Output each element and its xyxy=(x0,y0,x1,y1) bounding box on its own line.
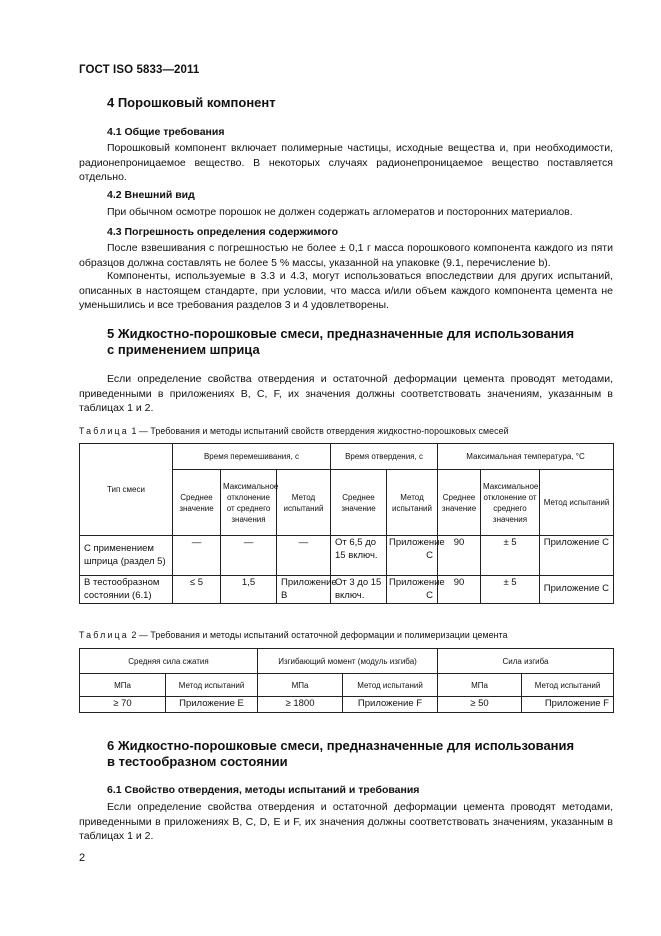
table-1-cell: От 3 до 15 включ. xyxy=(331,576,387,604)
table-2-caption-word: Таблица xyxy=(79,630,129,640)
table-1-cell: ± 5 xyxy=(481,536,540,576)
subsection-6-1-text: Если определение свойства отвердения и остаточной деформации цемента проводят методами, приведенными в приложениях B, C, D, E и F, их значения должны соответствовать значениям, указанным в таблицах 1 и 2. xyxy=(79,801,613,843)
document-header: ГОСТ ISO 5833—2011 xyxy=(79,64,200,76)
table-2-subheader-method: Метод испытаний xyxy=(343,674,438,697)
subsection-4-2-title: 4.2 Внешний вид xyxy=(107,189,195,201)
section-6-title-line-1: 6 Жидкостно-порошковые смеси, предназначенные для использования xyxy=(107,738,575,753)
table-1-cell: Приложение C xyxy=(540,576,614,604)
table-1-cell: ≤ 5 xyxy=(173,576,221,604)
table-1-caption-word: Таблица xyxy=(79,426,129,436)
subsection-4-1-title: 4.1 Общие требования xyxy=(107,126,225,138)
table-2-caption xyxy=(79,630,508,640)
table-1-cell: От 6,5 до 15 включ. xyxy=(331,536,387,576)
table-1-cell: — xyxy=(277,536,331,576)
page-number: 2 xyxy=(79,852,86,864)
table-1-subheader-method: Метод испытаний xyxy=(277,470,331,536)
table-1-cell: 90 xyxy=(438,536,481,576)
table-2-subheader-method: Метод испытаний xyxy=(166,674,258,697)
table-row xyxy=(80,536,614,576)
table-2-cell: Приложение E xyxy=(166,697,258,713)
table-2-cell: ≥ 1800 xyxy=(258,697,343,713)
section-5-text: Если определение свойства отвердения и остаточной деформации цемента проводят методами, приведенными в приложениях B, C, F, их значения должны соответствовать значениям, указанным в таблицах 1 и 2. xyxy=(79,373,613,415)
table-1-cell: 1,5 xyxy=(221,576,277,604)
section-6-title-line-2: в тестообразном состоянии xyxy=(107,754,288,769)
table-1-subheader-mean: Среднее значение xyxy=(331,470,387,536)
table-1-subheader-max-deviation: Максимальное отклонение от среднего значения xyxy=(221,470,277,536)
table-1-subheader-mean: Среднее значение xyxy=(438,470,481,536)
table-1 xyxy=(79,443,614,604)
subsection-4-3-text-1: После взвешивания с погрешностью не более ± 0,1 г масса порошкового компонента каждого из пяти образцов должна составлять не более 5 % массы, указанной на упаковке (9.1, перечисление b). xyxy=(79,242,613,269)
table-row xyxy=(80,576,614,604)
table-1-cell: — xyxy=(221,536,277,576)
table-1-subheader-max-deviation: Максимальное отклонение от среднего значения xyxy=(481,470,540,536)
table-2-cell: Приложение F xyxy=(343,697,438,713)
table-2-subheader-unit: МПа xyxy=(258,674,343,697)
table-1-caption-text: 1 — Требования и методы испытаний свойств отвердения жидкостно-порошковых смесей xyxy=(128,426,509,436)
section-5-title-line-1: 5 Жидкостно-порошковые смеси, предназначенные для использования xyxy=(107,326,575,341)
subsection-6-1-title: 6.1 Свойство отвердения, методы испытаний и требования xyxy=(107,784,420,796)
table-1-header-max-temperature: Максимальная температура, °С xyxy=(438,444,614,470)
table-2-header-bending-modulus: Изгибающий момент (модуль изгиба) xyxy=(258,649,438,674)
table-2-cell: Приложение F xyxy=(522,697,614,713)
table-1-caption xyxy=(79,426,509,436)
table-1-cell: Приложение B xyxy=(277,576,331,604)
table-1-header-setting-time: Время отвердения, с xyxy=(331,444,438,470)
table-1-cell: ± 5 xyxy=(481,576,540,604)
table-row xyxy=(80,697,614,713)
table-1-cell: Приложение C xyxy=(540,536,614,576)
table-2-cell: ≥ 70 xyxy=(80,697,166,713)
table-1-cell: Приложение C xyxy=(387,536,438,576)
table-2-cell: ≥ 50 xyxy=(438,697,522,713)
table-1-subheader-method: Метод испытаний xyxy=(540,470,614,536)
section-4-title: 4 Порошковый компонент xyxy=(107,95,276,110)
section-6-title xyxy=(107,738,607,770)
table-1-header-type: Тип смеси xyxy=(80,444,173,536)
table-2-header-compression: Средняя сила сжатия xyxy=(80,649,258,674)
table-2-header-bending-strength: Сила изгиба xyxy=(438,649,614,674)
table-1-subheader-method: Метод испытаний xyxy=(387,470,438,536)
subsection-4-3-title: 4.3 Погрешность определения содержимого xyxy=(107,226,339,238)
section-5-title xyxy=(107,326,607,358)
table-2 xyxy=(79,648,614,713)
subsection-4-3-text-2: Компоненты, используемые в 3.3 и 4.3, могут использоваться впоследствии для других испытаний, описанных в настоящем стандарте, при условии, что масса и/или объем каждого компонента цемента не уменьшились и все требования разделов 3 и 4 удовлетворены. xyxy=(79,270,613,312)
table-2-subheader-method: Метод испытаний xyxy=(522,674,614,697)
table-1-cell: — xyxy=(173,536,221,576)
table-1-cell: 90 xyxy=(438,576,481,604)
table-1-subheader-mean: Среднее значение xyxy=(173,470,221,536)
table-2-caption-text: 2 — Требования и методы испытаний остаточной деформации и полимеризации цемента xyxy=(128,630,508,640)
table-2-subheader-unit: МПа xyxy=(80,674,166,697)
subsection-4-2-text: При обычном осмотре порошок не должен содержать агломератов и посторонних материалов. xyxy=(107,206,573,218)
table-1-header-mixing-time: Время перемешивания, с xyxy=(173,444,331,470)
subsection-4-1-text: Порошковый компонент включает полимерные частицы, исходные вещества и, при необходимости, радионепроницаемое вещество. В некоторых случаях радионепроницаемое вещество поставляется отдельно. xyxy=(79,142,613,184)
table-1-cell: Приложение C xyxy=(387,576,438,604)
table-1-cell-type: С применением шприца (раздел 5) xyxy=(80,536,173,576)
table-2-subheader-unit: МПа xyxy=(438,674,522,697)
table-1-cell-type: В тестообразном состоянии (6.1) xyxy=(80,576,173,604)
section-5-title-line-2: с применением шприца xyxy=(107,342,260,357)
